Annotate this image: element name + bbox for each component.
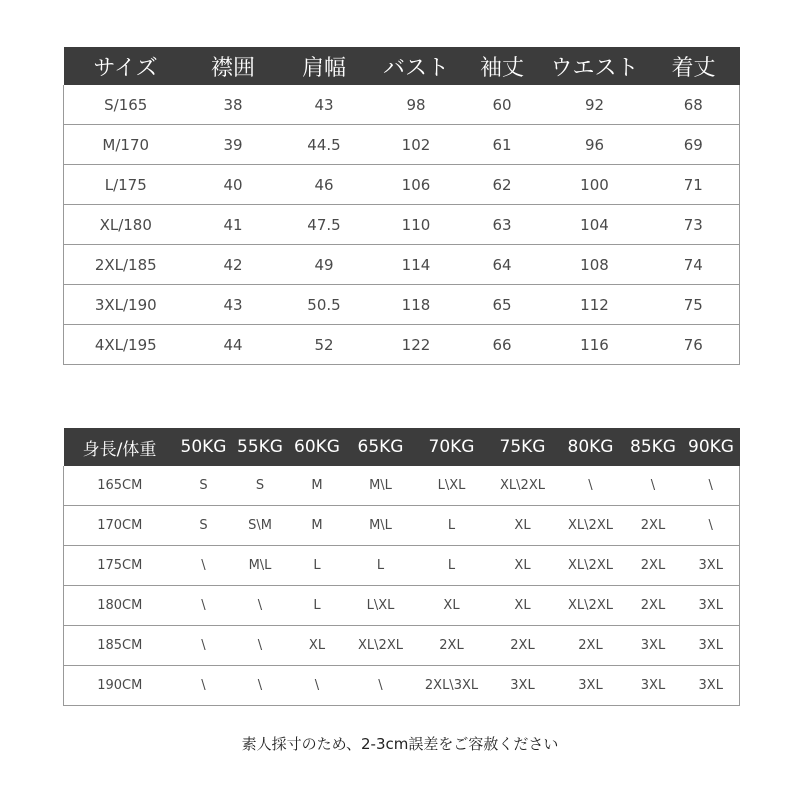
table-cell: XL <box>488 506 558 546</box>
table-cell: 66 <box>463 325 542 365</box>
table-cell: \ <box>683 506 740 546</box>
table-cell: 39 <box>188 125 279 165</box>
header-75kg: 75KG <box>488 428 558 466</box>
table-cell: \ <box>232 626 289 666</box>
size-chart-row <box>64 325 740 365</box>
header-bust: バスト <box>370 47 463 85</box>
table-cell: 108 <box>542 245 648 285</box>
table-cell: \ <box>289 666 346 706</box>
table-cell: 122 <box>370 325 463 365</box>
size-chart-header-row <box>64 47 740 85</box>
header-height-weight: 身長/体重 <box>64 428 176 466</box>
table-cell: XL\2XL <box>558 586 624 626</box>
table-cell: XL <box>416 586 488 626</box>
table-cell: \ <box>683 466 740 506</box>
size-chart-row <box>64 285 740 325</box>
header-90kg: 90KG <box>683 428 740 466</box>
table-cell: 71 <box>648 165 740 205</box>
size-chart-row <box>64 205 740 245</box>
table-cell: 62 <box>463 165 542 205</box>
table-cell: L\XL <box>346 586 416 626</box>
table-cell: XL <box>488 586 558 626</box>
table-cell: 2XL <box>624 586 683 626</box>
table-cell: 43 <box>188 285 279 325</box>
weight-table-row <box>64 666 740 706</box>
table-cell: S <box>176 506 232 546</box>
table-cell: 112 <box>542 285 648 325</box>
header-70kg: 70KG <box>416 428 488 466</box>
table-cell: 114 <box>370 245 463 285</box>
weight-table-row <box>64 546 740 586</box>
table-cell: 73 <box>648 205 740 245</box>
table-cell: L <box>289 546 346 586</box>
weight-table-header-row <box>64 428 740 466</box>
table-cell: 44.5 <box>279 125 370 165</box>
table-cell: S <box>232 466 289 506</box>
table-cell: 2XL <box>416 626 488 666</box>
table-cell: 46 <box>279 165 370 205</box>
measurement-note: 素人採寸のため、2-3cm誤差をご容赦ください <box>241 735 559 753</box>
size-chart-row <box>64 245 740 285</box>
row-label-cell: 2XL/185 <box>64 245 188 285</box>
table-cell: 2XL\3XL <box>416 666 488 706</box>
table-cell: 40 <box>188 165 279 205</box>
table-cell: \ <box>558 466 624 506</box>
row-label-cell: 3XL/190 <box>64 285 188 325</box>
row-label-cell: M/170 <box>64 125 188 165</box>
table-cell: \ <box>176 626 232 666</box>
table-cell: \ <box>176 666 232 706</box>
table-cell: 3XL <box>683 546 740 586</box>
weight-height-table <box>63 428 740 706</box>
table-cell: 2XL <box>488 626 558 666</box>
table-cell: 50.5 <box>279 285 370 325</box>
header-length: 着丈 <box>648 47 740 85</box>
table-cell: 2XL <box>624 506 683 546</box>
table-cell: L <box>346 546 416 586</box>
table-cell: 52 <box>279 325 370 365</box>
table-cell: \ <box>346 666 416 706</box>
table-cell: 2XL <box>624 546 683 586</box>
row-label-cell: 175CM <box>64 546 176 586</box>
table-cell: 3XL <box>683 626 740 666</box>
table-cell: L <box>416 506 488 546</box>
table-cell: \ <box>232 666 289 706</box>
header-size: サイズ <box>64 47 188 85</box>
table-cell: M\L <box>232 546 289 586</box>
row-label-cell: XL/180 <box>64 205 188 245</box>
header-80kg: 80KG <box>558 428 624 466</box>
row-label-cell: 170CM <box>64 506 176 546</box>
table-cell: XL\2XL <box>558 506 624 546</box>
table-cell: 60 <box>463 85 542 125</box>
table-cell: 102 <box>370 125 463 165</box>
table-cell: 63 <box>463 205 542 245</box>
table-cell: 64 <box>463 245 542 285</box>
table-cell: S\M <box>232 506 289 546</box>
table-cell: \ <box>176 546 232 586</box>
row-label-cell: 4XL/195 <box>64 325 188 365</box>
table-cell: L <box>289 586 346 626</box>
size-chart-row <box>64 165 740 205</box>
table-cell: M <box>289 466 346 506</box>
header-55kg: 55KG <box>232 428 289 466</box>
table-cell: 75 <box>648 285 740 325</box>
weight-table-row <box>64 466 740 506</box>
table-cell: 104 <box>542 205 648 245</box>
table-cell: 47.5 <box>279 205 370 245</box>
table-cell: 61 <box>463 125 542 165</box>
table-cell: \ <box>624 466 683 506</box>
table-cell: M\L <box>346 466 416 506</box>
table-cell: XL <box>488 546 558 586</box>
table-cell: 3XL <box>683 586 740 626</box>
table-cell: \ <box>176 586 232 626</box>
table-cell: 100 <box>542 165 648 205</box>
row-label-cell: 165CM <box>64 466 176 506</box>
table-cell: 49 <box>279 245 370 285</box>
weight-table-row <box>64 586 740 626</box>
row-label-cell: S/165 <box>64 85 188 125</box>
table-cell: 44 <box>188 325 279 365</box>
header-65kg: 65KG <box>346 428 416 466</box>
table-cell: 68 <box>648 85 740 125</box>
table-cell: 96 <box>542 125 648 165</box>
table-cell: 106 <box>370 165 463 205</box>
weight-table-row <box>64 626 740 666</box>
table-cell: 98 <box>370 85 463 125</box>
table-cell: M <box>289 506 346 546</box>
table-cell: 38 <box>188 85 279 125</box>
table-cell: 74 <box>648 245 740 285</box>
header-neck: 襟囲 <box>188 47 279 85</box>
table-cell: M\L <box>346 506 416 546</box>
row-label-cell: 180CM <box>64 586 176 626</box>
table-cell: L <box>416 546 488 586</box>
table-cell: 3XL <box>624 666 683 706</box>
table-cell: 118 <box>370 285 463 325</box>
row-label-cell: 185CM <box>64 626 176 666</box>
table-cell: XL <box>289 626 346 666</box>
table-cell: 42 <box>188 245 279 285</box>
table-cell: 2XL <box>558 626 624 666</box>
table-cell: 43 <box>279 85 370 125</box>
header-50kg: 50KG <box>176 428 232 466</box>
table-cell: \ <box>232 586 289 626</box>
header-shoulder: 肩幅 <box>279 47 370 85</box>
weight-table-row <box>64 506 740 546</box>
row-label-cell: 190CM <box>64 666 176 706</box>
header-sleeve: 袖丈 <box>463 47 542 85</box>
table-cell: S <box>176 466 232 506</box>
table-cell: 3XL <box>488 666 558 706</box>
table-cell: 3XL <box>558 666 624 706</box>
table-cell: XL\2XL <box>488 466 558 506</box>
table-cell: 116 <box>542 325 648 365</box>
table-cell: 110 <box>370 205 463 245</box>
size-chart-row <box>64 125 740 165</box>
header-60kg: 60KG <box>289 428 346 466</box>
table-cell: XL\2XL <box>558 546 624 586</box>
table-cell: XL\2XL <box>346 626 416 666</box>
header-waist: ウエスト <box>542 47 648 85</box>
table-cell: 69 <box>648 125 740 165</box>
header-85kg: 85KG <box>624 428 683 466</box>
size-chart-table <box>63 47 740 365</box>
row-label-cell: L/175 <box>64 165 188 205</box>
table-cell: 41 <box>188 205 279 245</box>
size-chart-row <box>64 85 740 125</box>
table-cell: 92 <box>542 85 648 125</box>
table-cell: 3XL <box>683 666 740 706</box>
table-cell: 3XL <box>624 626 683 666</box>
table-cell: 65 <box>463 285 542 325</box>
table-cell: L\XL <box>416 466 488 506</box>
table-cell: 76 <box>648 325 740 365</box>
